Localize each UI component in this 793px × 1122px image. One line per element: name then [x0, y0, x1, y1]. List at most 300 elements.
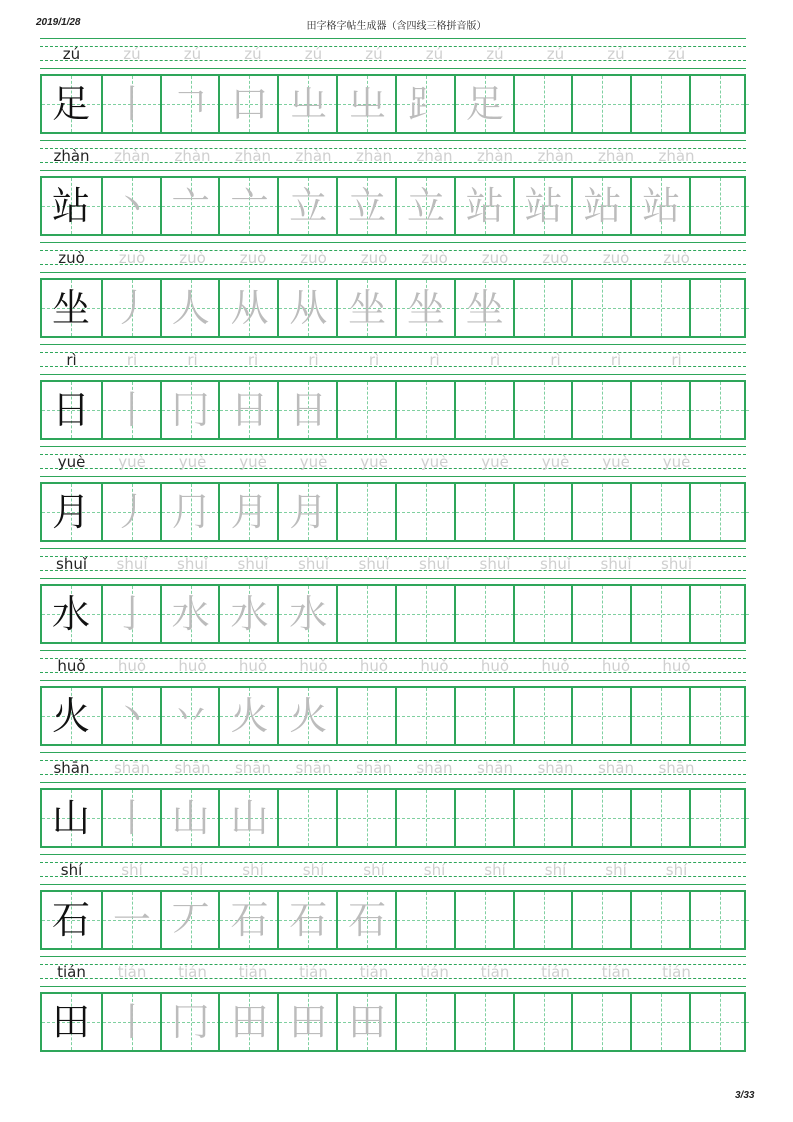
writing-cell[interactable]	[277, 280, 337, 336]
cell-guide-vertical	[308, 790, 309, 846]
cell-guide-vertical	[544, 280, 545, 336]
character-entry	[40, 140, 746, 242]
writing-cell[interactable]	[336, 790, 396, 846]
writing-cell[interactable]	[395, 994, 455, 1050]
pinyin-trace: shān	[537, 761, 574, 776]
stroke-order-step: 𠃍	[171, 82, 210, 126]
cell-guide-vertical	[367, 790, 368, 846]
writing-cell[interactable]	[218, 586, 278, 642]
writing-cell[interactable]	[513, 484, 573, 540]
writing-cell[interactable]	[630, 280, 690, 336]
pinyin-trace: shuǐ	[177, 557, 208, 572]
writing-cell[interactable]	[454, 382, 514, 438]
tianzige-row	[40, 380, 746, 440]
writing-cell[interactable]	[689, 586, 749, 642]
pinyin-trace: tián	[178, 965, 207, 980]
pinyin-model: rì	[66, 353, 77, 368]
pinyin-trace: zú	[365, 47, 383, 62]
pinyin-trace: rì	[550, 353, 561, 368]
pinyin-trace: shí	[242, 863, 264, 878]
cell-guide-vertical	[661, 280, 662, 336]
stroke-order-step: 丷	[171, 694, 210, 738]
cell-guide-vertical	[426, 688, 427, 744]
character-entry	[40, 38, 746, 140]
writing-cell[interactable]	[513, 994, 573, 1050]
writing-cell[interactable]	[218, 178, 278, 234]
pinyin-trace: tián	[238, 965, 268, 980]
character-entry	[40, 752, 746, 854]
writing-cell[interactable]	[42, 382, 100, 438]
writing-cell[interactable]	[218, 994, 278, 1050]
writing-cell[interactable]	[571, 484, 631, 540]
stroke-order-step: 丨	[112, 388, 151, 432]
writing-cell[interactable]	[277, 76, 337, 132]
writing-cell[interactable]	[42, 688, 100, 744]
pinyin-trace: shān	[234, 761, 272, 776]
writing-cell[interactable]	[160, 484, 220, 540]
model-character: 田	[51, 1000, 90, 1044]
writing-cell[interactable]	[630, 688, 690, 744]
writing-cell[interactable]	[336, 382, 396, 438]
pinyin-trace: zhàn	[355, 149, 393, 164]
stroke-order-step: 丿	[112, 490, 151, 534]
cell-guide-vertical	[426, 586, 427, 642]
pinyin-trace: shān	[416, 761, 453, 776]
writing-cell[interactable]	[630, 790, 690, 846]
writing-cell[interactable]	[571, 688, 631, 744]
cell-guide-vertical	[661, 382, 662, 438]
writing-cell[interactable]	[571, 280, 631, 336]
writing-cell[interactable]	[160, 994, 220, 1050]
stroke-order-step: 亅	[112, 592, 151, 636]
stroke-order-step: 水	[289, 592, 328, 636]
cell-guide-vertical	[485, 382, 486, 438]
pinyin-trace: shuǐ	[419, 557, 450, 572]
writing-cell[interactable]	[336, 892, 396, 948]
writing-cell[interactable]	[101, 994, 161, 1050]
pinyin-trace: zuò	[300, 251, 327, 266]
pinyin-trace: zhàn	[174, 149, 211, 164]
pinyin-trace: shān	[597, 761, 635, 776]
writing-cell[interactable]	[336, 994, 396, 1050]
pinyin-trace: yuè	[541, 455, 570, 470]
stroke-order-step: 丨	[112, 1000, 151, 1044]
pinyin-trace: rì	[671, 353, 682, 368]
writing-cell[interactable]	[513, 178, 573, 234]
cell-guide-vertical	[485, 892, 486, 948]
pinyin-trace: huǒ	[420, 659, 449, 674]
pinyin-guide-line	[40, 344, 746, 345]
cell-guide-vertical	[544, 790, 545, 846]
pinyin-guide-line	[40, 782, 746, 783]
writing-cell[interactable]	[336, 178, 396, 234]
writing-cell[interactable]	[42, 178, 100, 234]
pinyin-trace: yuè	[662, 455, 691, 470]
cell-guide-vertical	[720, 280, 721, 336]
pinyin-row	[40, 956, 746, 986]
writing-cell[interactable]	[571, 994, 631, 1050]
writing-cell[interactable]	[277, 688, 337, 744]
cell-guide-vertical	[720, 178, 721, 234]
stroke-order-step: 山	[230, 796, 269, 840]
stroke-order-step: 从	[230, 286, 269, 330]
writing-cell[interactable]	[395, 586, 455, 642]
writing-cell[interactable]	[277, 994, 337, 1050]
pinyin-trace: rì	[610, 353, 622, 368]
cell-guide-vertical	[426, 892, 427, 948]
cell-guide-vertical	[720, 76, 721, 132]
writing-cell[interactable]	[395, 484, 455, 540]
pinyin-guide-line	[40, 956, 746, 957]
writing-cell[interactable]	[42, 892, 100, 948]
writing-cell[interactable]	[454, 790, 514, 846]
tianzige-row	[40, 992, 746, 1052]
writing-cell[interactable]	[395, 382, 455, 438]
writing-cell[interactable]	[336, 280, 396, 336]
pinyin-row	[40, 344, 746, 374]
stroke-order-step: 站	[524, 184, 563, 228]
pinyin-guide-line	[40, 854, 746, 855]
cell-guide-vertical	[661, 994, 662, 1050]
pinyin-trace: shuǐ	[116, 557, 148, 572]
writing-cell[interactable]	[630, 178, 690, 234]
pinyin-trace: zhàn	[113, 149, 151, 164]
pinyin-row	[40, 242, 746, 272]
writing-cell[interactable]	[454, 688, 514, 744]
stroke-order-step: 水	[230, 592, 269, 636]
pinyin-trace: tián	[299, 965, 328, 980]
pinyin-trace: shān	[658, 761, 695, 776]
cell-guide-vertical	[602, 280, 603, 336]
writing-cell[interactable]	[218, 892, 278, 948]
writing-cell[interactable]	[571, 76, 631, 132]
pinyin-trace: shí	[665, 863, 688, 878]
pinyin-row	[40, 854, 746, 884]
pinyin-trace: rì	[187, 353, 198, 368]
character-entry	[40, 854, 746, 956]
cell-guide-vertical	[661, 892, 662, 948]
writing-cell[interactable]	[689, 892, 749, 948]
writing-cell[interactable]	[630, 994, 690, 1050]
pinyin-trace: zú	[486, 47, 504, 62]
pinyin-trace: tián	[117, 965, 147, 980]
writing-cell[interactable]	[689, 178, 749, 234]
writing-cell[interactable]	[454, 994, 514, 1050]
pinyin-trace: zú	[304, 47, 323, 62]
stroke-order-step: 石	[230, 898, 269, 942]
writing-cell[interactable]	[395, 280, 455, 336]
tianzige-row	[40, 686, 746, 746]
writing-cell[interactable]	[160, 892, 220, 948]
pinyin-trace: tián	[420, 965, 449, 980]
pinyin-guide-line	[40, 140, 746, 141]
character-entry	[40, 650, 746, 752]
pinyin-guide-line	[40, 548, 746, 549]
writing-cell[interactable]	[571, 382, 631, 438]
cell-guide-vertical	[367, 484, 368, 540]
writing-cell[interactable]	[101, 76, 161, 132]
pinyin-trace: shān	[476, 761, 514, 776]
stroke-order-step: 站	[465, 184, 504, 228]
model-character: 火	[51, 694, 90, 738]
cell-guide-vertical	[720, 688, 721, 744]
pinyin-trace: tián	[480, 965, 510, 980]
pinyin-model: zhàn	[53, 149, 90, 164]
stroke-order-step: 日	[230, 388, 269, 432]
writing-cell[interactable]	[42, 994, 100, 1050]
stroke-order-step: 口	[230, 82, 269, 126]
writing-cell[interactable]	[571, 892, 631, 948]
pinyin-model: huǒ	[57, 659, 86, 674]
writing-cell[interactable]	[277, 790, 337, 846]
stroke-order-step: 㞢	[289, 82, 328, 126]
pinyin-trace: zú	[244, 47, 262, 62]
writing-cell[interactable]	[395, 790, 455, 846]
pinyin-trace: shí	[363, 863, 385, 878]
writing-cell[interactable]	[689, 280, 749, 336]
pinyin-trace: shuǐ	[661, 557, 692, 572]
writing-cell[interactable]	[513, 280, 573, 336]
writing-cell[interactable]	[395, 688, 455, 744]
stroke-order-step: 亠	[230, 184, 269, 228]
pinyin-trace: shān	[174, 761, 211, 776]
writing-cell[interactable]	[689, 994, 749, 1050]
pinyin-trace: zuò	[602, 251, 630, 266]
writing-cell[interactable]	[218, 382, 278, 438]
writing-cell[interactable]	[571, 586, 631, 642]
cell-guide-vertical	[485, 688, 486, 744]
stroke-order-step: 月	[230, 490, 269, 534]
pinyin-trace: zuò	[118, 251, 146, 266]
pinyin-trace: shuǐ	[358, 557, 390, 572]
pinyin-trace: zhàn	[658, 149, 695, 164]
writing-cell[interactable]	[395, 76, 455, 132]
writing-cell[interactable]	[218, 280, 278, 336]
writing-cell[interactable]	[630, 892, 690, 948]
stroke-order-step: 火	[230, 694, 269, 738]
writing-cell[interactable]	[513, 76, 573, 132]
stroke-order-step: 丿	[112, 286, 151, 330]
writing-cell[interactable]	[101, 586, 161, 642]
writing-cell[interactable]	[218, 484, 278, 540]
writing-cell[interactable]	[454, 178, 514, 234]
stroke-order-step: 坐	[465, 286, 504, 330]
pinyin-trace: yuè	[239, 455, 267, 470]
page-number: 3/33	[735, 1090, 755, 1101]
writing-cell[interactable]	[101, 382, 161, 438]
writing-cell[interactable]	[336, 484, 396, 540]
writing-cell[interactable]	[454, 892, 514, 948]
writing-cell[interactable]	[160, 688, 220, 744]
writing-cell[interactable]	[630, 76, 690, 132]
cell-guide-vertical	[602, 892, 603, 948]
cell-guide-vertical	[661, 790, 662, 846]
pinyin-guide-line	[40, 68, 746, 69]
cell-guide-vertical	[720, 382, 721, 438]
pinyin-trace: shí	[484, 863, 506, 878]
writing-cell[interactable]	[277, 178, 337, 234]
character-entry	[40, 344, 746, 446]
model-character: 坐	[51, 286, 90, 330]
cell-guide-vertical	[426, 994, 427, 1050]
pinyin-trace: huǒ	[117, 659, 147, 674]
writing-cell[interactable]	[277, 586, 337, 642]
pinyin-guide-line	[40, 242, 746, 243]
writing-cell[interactable]	[513, 892, 573, 948]
writing-cell[interactable]	[160, 790, 220, 846]
cell-guide-vertical	[661, 76, 662, 132]
stroke-order-step: 丶	[112, 694, 151, 738]
cell-guide-vertical	[485, 994, 486, 1050]
cell-guide-vertical	[485, 586, 486, 642]
writing-cell[interactable]	[42, 76, 100, 132]
writing-cell[interactable]	[513, 790, 573, 846]
writing-cell[interactable]	[101, 280, 161, 336]
cell-guide-vertical	[426, 382, 427, 438]
writing-cell[interactable]	[630, 586, 690, 642]
cell-guide-vertical	[720, 892, 721, 948]
writing-cell[interactable]	[42, 484, 100, 540]
stroke-order-step: ⺆	[171, 490, 210, 534]
writing-cell[interactable]	[513, 382, 573, 438]
stroke-order-step: ⻊	[406, 82, 445, 126]
pinyin-trace: zú	[546, 47, 565, 62]
cell-guide-vertical	[544, 382, 545, 438]
pinyin-trace: zú	[425, 47, 444, 62]
pinyin-trace: zhàn	[234, 149, 272, 164]
pinyin-guide-line	[40, 374, 746, 375]
pinyin-model: zú	[62, 47, 81, 62]
cell-guide-vertical	[544, 688, 545, 744]
writing-cell[interactable]	[454, 280, 514, 336]
stroke-order-step: 冂	[171, 1000, 210, 1044]
pinyin-trace: zuò	[481, 251, 509, 266]
writing-cell[interactable]	[160, 382, 220, 438]
cell-guide-vertical	[602, 484, 603, 540]
writing-cell[interactable]	[336, 688, 396, 744]
model-character: 足	[51, 82, 90, 126]
pinyin-trace: shí	[181, 863, 204, 878]
pinyin-trace: shí	[302, 863, 325, 878]
writing-cell[interactable]	[630, 382, 690, 438]
pinyin-trace: yuè	[360, 455, 388, 470]
tianzige-row	[40, 584, 746, 644]
writing-cell[interactable]	[689, 76, 749, 132]
pinyin-guide-line	[40, 272, 746, 273]
pinyin-trace: zuò	[542, 251, 569, 266]
writing-cell[interactable]	[513, 688, 573, 744]
stroke-order-step: 丶	[112, 184, 151, 228]
writing-cell[interactable]	[630, 484, 690, 540]
writing-cell[interactable]	[689, 688, 749, 744]
writing-cell[interactable]	[101, 790, 161, 846]
pinyin-trace: rì	[429, 353, 440, 368]
writing-cell[interactable]	[277, 484, 337, 540]
pinyin-trace: yuè	[118, 455, 146, 470]
pinyin-trace: zú	[667, 47, 686, 62]
writing-cell[interactable]	[101, 892, 161, 948]
writing-cell[interactable]	[336, 586, 396, 642]
cell-guide-vertical	[661, 484, 662, 540]
writing-cell[interactable]	[42, 280, 100, 336]
stroke-order-step: 立	[406, 184, 445, 228]
cell-guide-vertical	[661, 688, 662, 744]
stroke-order-step: 站	[642, 184, 681, 228]
writing-cell[interactable]	[42, 586, 100, 642]
character-entry	[40, 956, 746, 1058]
pinyin-trace: huǒ	[480, 659, 510, 674]
writing-cell[interactable]	[218, 76, 278, 132]
writing-cell[interactable]	[395, 892, 455, 948]
writing-cell[interactable]	[454, 586, 514, 642]
writing-cell[interactable]	[454, 76, 514, 132]
cell-guide-vertical	[661, 586, 662, 642]
pinyin-trace: tián	[541, 965, 570, 980]
writing-cell[interactable]	[42, 790, 100, 846]
writing-cell[interactable]	[160, 178, 220, 234]
stroke-order-step: 丆	[171, 898, 210, 942]
writing-cell[interactable]	[454, 484, 514, 540]
tianzige-row	[40, 278, 746, 338]
writing-cell[interactable]	[689, 382, 749, 438]
writing-cell[interactable]	[571, 178, 631, 234]
model-character: 山	[51, 796, 90, 840]
model-character: 日	[51, 388, 90, 432]
stroke-order-step: 一	[112, 898, 151, 942]
character-entry	[40, 242, 746, 344]
stroke-order-step: 冂	[171, 388, 210, 432]
writing-cell[interactable]	[336, 76, 396, 132]
pinyin-guide-line	[40, 476, 746, 477]
pinyin-trace: huǒ	[662, 659, 691, 674]
writing-cell[interactable]	[513, 586, 573, 642]
writing-cell[interactable]	[571, 790, 631, 846]
pinyin-guide-line	[40, 170, 746, 171]
writing-cell[interactable]	[689, 484, 749, 540]
model-character: 站	[51, 184, 90, 228]
pinyin-trace: zú	[183, 47, 202, 62]
cell-guide-vertical	[426, 790, 427, 846]
writing-cell[interactable]	[160, 586, 220, 642]
writing-cell[interactable]	[218, 688, 278, 744]
stroke-order-step: 足	[465, 82, 504, 126]
pinyin-trace: shuǐ	[298, 557, 329, 572]
character-entry	[40, 446, 746, 548]
writing-cell[interactable]	[218, 790, 278, 846]
writing-cell[interactable]	[395, 178, 455, 234]
pinyin-model: shān	[53, 761, 90, 776]
stroke-order-step: 人	[171, 286, 210, 330]
writing-cell[interactable]	[101, 484, 161, 540]
pinyin-trace: shuǐ	[600, 557, 632, 572]
stroke-order-step: 立	[348, 184, 387, 228]
writing-cell[interactable]	[160, 280, 220, 336]
writing-cell[interactable]	[689, 790, 749, 846]
writing-cell[interactable]	[101, 178, 161, 234]
pinyin-guide-line	[40, 752, 746, 753]
writing-cell[interactable]	[101, 688, 161, 744]
cell-guide-vertical	[367, 586, 368, 642]
cell-guide-vertical	[485, 790, 486, 846]
pinyin-row	[40, 548, 746, 578]
writing-cell[interactable]	[277, 892, 337, 948]
writing-cell[interactable]	[160, 76, 220, 132]
pinyin-trace: rì	[308, 353, 319, 368]
model-character: 石	[51, 898, 90, 942]
pinyin-trace: rì	[489, 353, 501, 368]
writing-cell[interactable]	[277, 382, 337, 438]
pinyin-guide-line	[40, 884, 746, 885]
